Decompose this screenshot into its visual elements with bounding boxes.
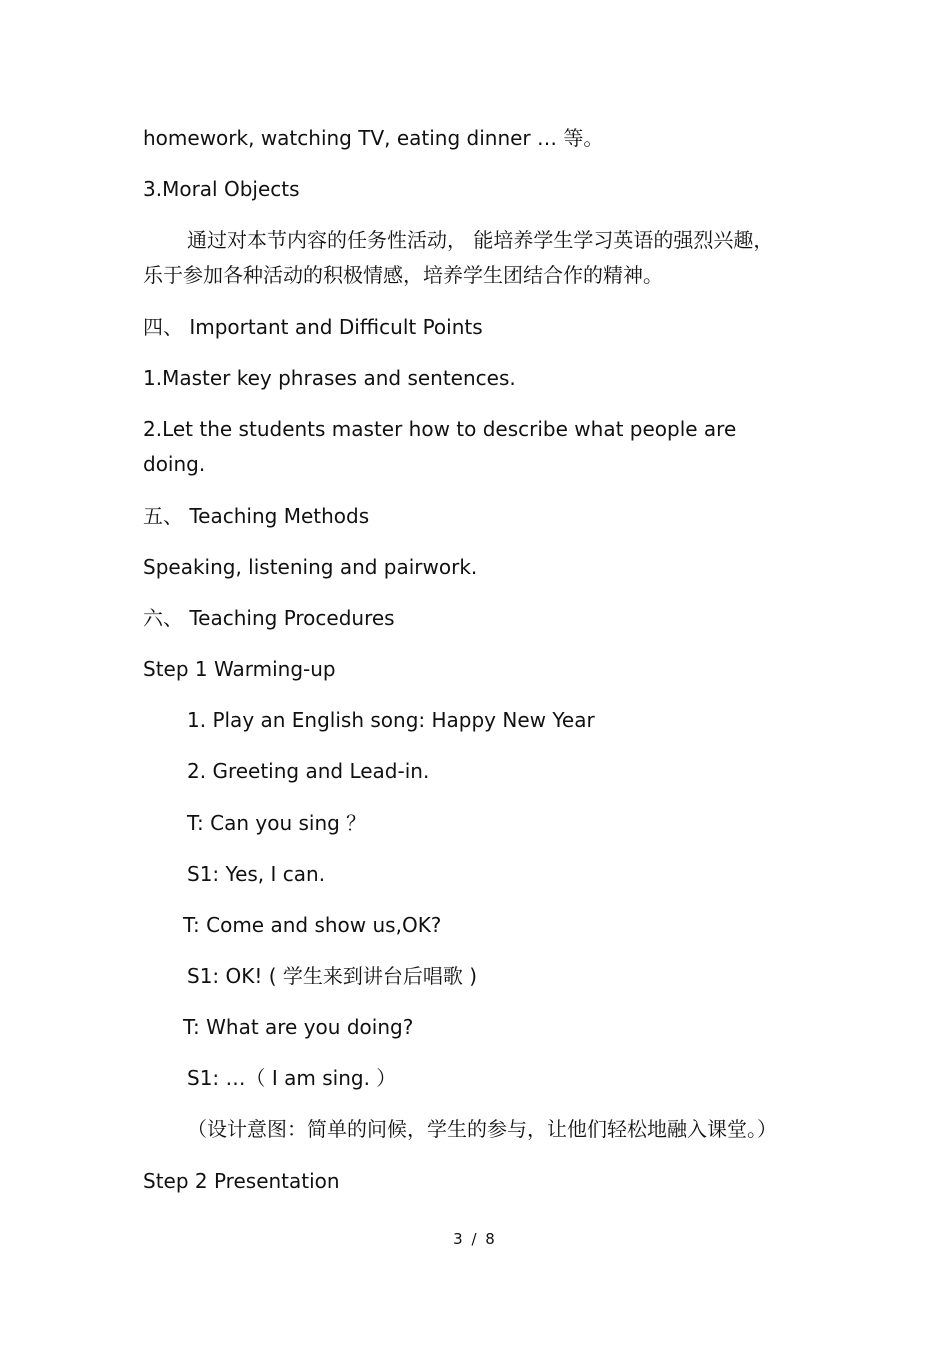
section-heading: 四、 Important and Difficult Points: [143, 315, 483, 339]
text-line: 2.Let the students master how to describe what people are: [143, 417, 737, 441]
text-line: 乐于参加各种活动的积极情感，培养学生团结合作的精神。: [143, 263, 663, 287]
text-line: homework, watching TV, eating dinner … 等。: [143, 126, 604, 150]
dialogue-line: T: Can you sing ？: [187, 811, 367, 835]
section-heading: 六、 Teaching Procedures: [143, 606, 395, 630]
page-number: 3 / 8: [453, 1230, 497, 1248]
step-heading: Step 2 Presentation: [143, 1169, 340, 1193]
text-line: 1.Master key phrases and sentences.: [143, 366, 516, 390]
step-heading: Step 1 Warming-up: [143, 657, 336, 681]
dialogue-line: S1: OK! ( 学生来到讲台后唱歌 ): [187, 964, 478, 988]
design-note: （设计意图：简单的问候，学生的参与，让他们轻松地融入课堂。）: [187, 1117, 777, 1141]
text-line: 1. Play an English song: Happy New Year: [187, 708, 595, 732]
text-line: 2. Greeting and Lead-in.: [187, 759, 430, 783]
text-line: Speaking, listening and pairwork.: [143, 555, 478, 579]
dialogue-line: S1: …（ I am sing. ）: [187, 1066, 397, 1090]
text-line: doing.: [143, 452, 206, 476]
dialogue-line: T: What are you doing?: [183, 1015, 414, 1039]
section-heading: 五、 Teaching Methods: [143, 504, 370, 528]
section-heading: 3.Moral Objects: [143, 177, 300, 201]
text-line: 通过对本节内容的任务性活动， 能培养学生学习英语的强烈兴趣，: [187, 228, 774, 252]
dialogue-line: S1: Yes, I can.: [187, 862, 326, 886]
dialogue-line: T: Come and show us,OK?: [183, 913, 442, 937]
